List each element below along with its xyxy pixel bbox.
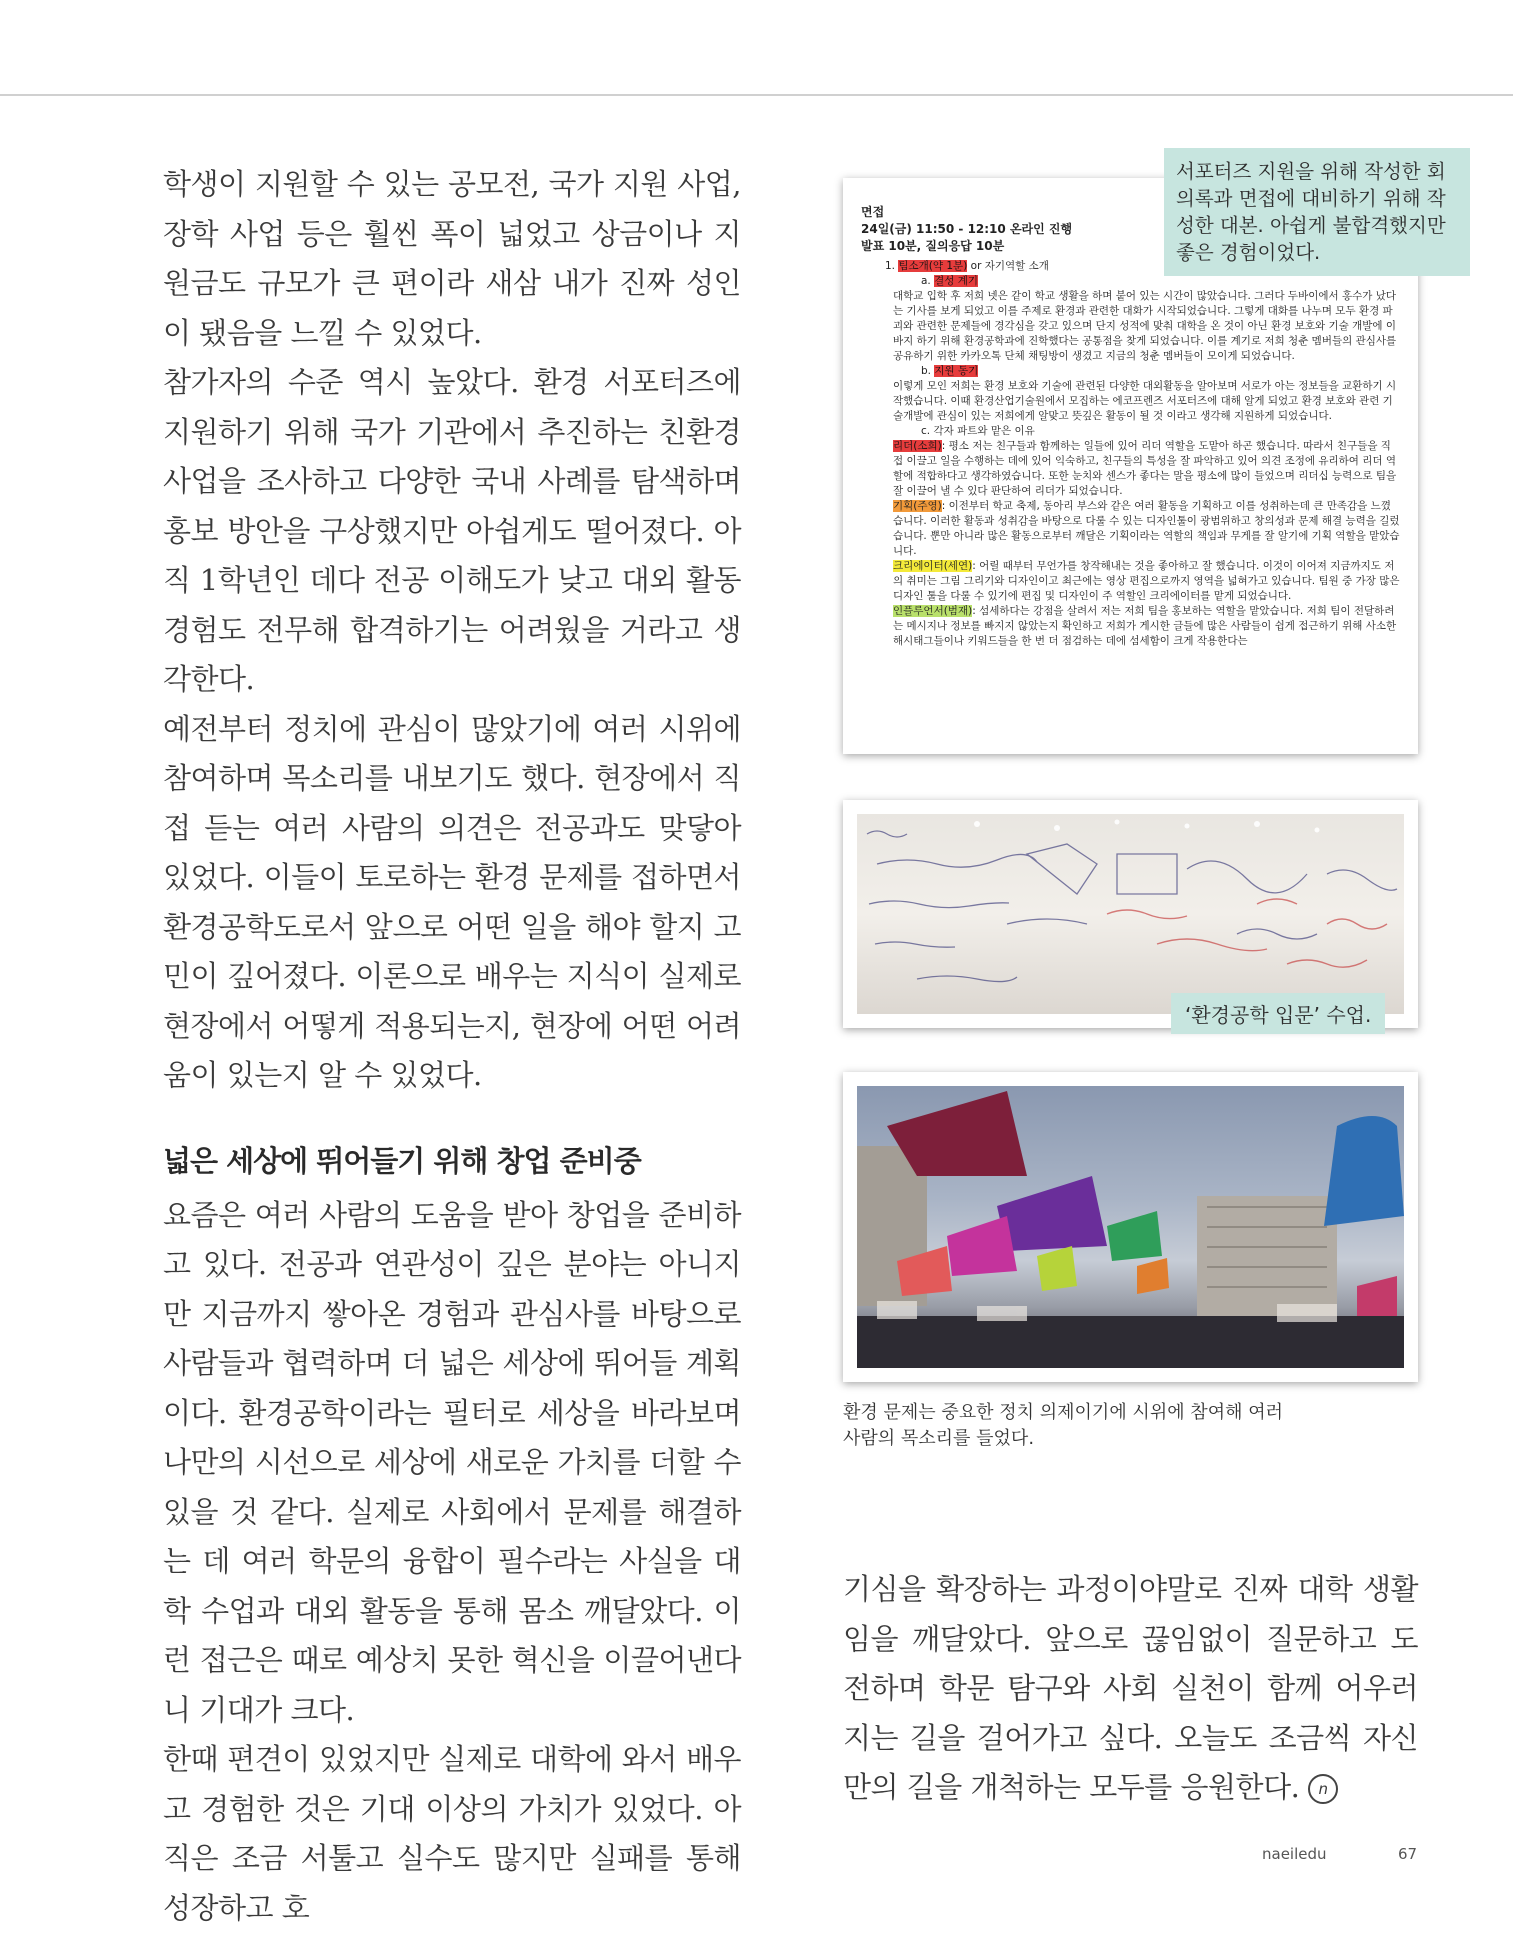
right-column <box>843 1565 1418 1813</box>
doc-role-creator: 크리에이터(세연): 어릴 때부터 무언가를 창작해내는 것을 좋아하고 잘 했습니다. 이것이 이어져 지금까지도 저의 취미는 그림 그리기와 디자인이고 최근에는 영상 편집으로까지 영역을 넓혀가고 있습니다. 팀원 중 가장 많은 디자인 툴을 다룰 수 있기에 편집 및 디자인이 주 역할인 크리에이터를 맡게 되었습니다. <box>893 560 1400 602</box>
doc-title: 면접 <box>861 205 885 219</box>
doc-format: 발표 10분, 질의응답 10분 <box>861 239 1005 253</box>
body-paragraph-2: 참가자의 수준 역시 높았다. 환경 서포터즈에 지원하기 위해 국가 기관에서 추진하는 친환경 사업을 조사하고 다양한 국내 사례를 탐색하며 홍보 방안을 구상했지만 아쉽게도 떨어졌다. 아직 1학년인 데다 전공 이해도가 낮고 대외 활동 경험도 전무해 합격하기는 어려웠을 거라고 생각한다. <box>163 365 741 696</box>
doc-role-influencer: 인플루언서(범재): 섬세하다는 강점을 살려서 저는 저희 팀을 홍보하는 역할을 맡았습니다. 저희 팀이 전달하려는 메시지나 정보를 빠지지 않았는지 확인하고 저희가 게시한 글들에 많은 사람들이 쉽게 접근하기 위해 사소한 해시태그들이나 키워드들을 한 번 더 점검하는 데에 섬세함이 크게 작용한다는 <box>893 605 1397 647</box>
doc-item-1: 1. 팀소개(약 1분) or 자기역할 소개 <box>885 260 1049 272</box>
doc-text-b: 이렇게 모인 저희는 환경 보호와 기술에 관련된 다양한 대외활동을 알아보며 서로가 아는 정보들을 교환하기 시작했습니다. 이때 환경산업기술원에서 모집하는 에코프렌즈 서포터즈에 대해 알게 되었고 환경 보호와 관련 기술개발에 관심이 있는 저희에게 알맞고 뜻깊은 활동이 될 것 이라고 생각해 지원하게 되었습니다. <box>893 380 1397 422</box>
body-paragraph-4: 요즘은 여러 사람의 도움을 받아 창업을 준비하고 있다. 전공과 연관성이 깊은 분야는 아니지만 지금까지 쌓아온 경험과 관심사를 바탕으로 사람들과 협력하며 더 넓은 세상에 뛰어들 계획이다. 환경공학이라는 필터로 세상을 바라보며 나만의 시선으로 세상에 새로운 가치를 더할 수 있을 것 같다. 실제로 사회에서 문제를 해결하는 데 여러 학문의 융합이 필수라는 사실을 대학 수업과 대외 활동을 통해 몸소 깨달았다. 이런 접근은 때로 예상치 못한 혁신을 이끌어낸다니 기대가 크다. <box>163 1197 741 1727</box>
supporters-caption: 서포터즈 지원을 위해 작성한 회의록과 면접에 대비하기 위해 작성한 대본. 아쉽게 불합격했지만 좋은 경험이었다. <box>1164 148 1470 276</box>
closing-paragraph: 기심을 확장하는 과정이야말로 진짜 대학 생활임을 깨달았다. 앞으로 끊임없이 질문하고 도전하며 학문 탐구와 사회 실천이 함께 어우러지는 길을 걸어가고 싶다. 오늘도 조금씩 자신만의 길을 개척하는 모두를 응원한다. n <box>843 1572 1418 1804</box>
body-paragraph-3: 예전부터 정치에 관심이 많았기에 여러 시위에 참여하며 목소리를 내보기도 했다. 현장에서 직접 듣는 여러 사람의 의견은 전공과도 맞닿아 있었다. 이들이 토로하는 환경 문제를 접하면서 환경공학도로서 앞으로 어떤 일을 해야 할지 고민이 깊어졌다. 이론으로 배우는 지식이 실제로 현장에서 어떻게 적용되는지, 현장에 어떤 어려움이 있는지 알 수 있었다. <box>163 711 741 1092</box>
top-rule <box>0 94 1513 96</box>
doc-time: 24일(금) 11:50 - 12:10 온라인 진행 <box>861 222 1073 236</box>
protest-scene <box>857 1086 1404 1368</box>
whiteboard-scribbles <box>857 814 1404 1014</box>
protest-photo <box>843 1072 1418 1382</box>
body-paragraph-5: 한때 편견이 있었지만 실제로 대학에 와서 배우고 경험한 것은 기대 이상의 가치가 있었다. 아직은 조금 서툴고 실수도 많지만 실패를 통해 성장하고 호 <box>163 1742 741 1925</box>
section-heading: 넓은 세상에 뛰어들기 위해 창업 준비중 <box>163 1143 641 1178</box>
doc-role-leader: 리더(소희): 평소 저는 친구들과 함께하는 일들에 있어 리더 역할을 도맡아 하곤 했습니다. 따라서 친구들을 직접 이끌고 일을 수행하는 데에 있어 익숙하고, 친구들의 특성을 잘 파악하고 있어 의견 조정에 유리하여 리더 역할에 적합하다고 생각하였습니다. 또한 눈치와 센스가 좋다는 말을 평소에 많이 들었으며 리더십 능력으로 팀을 잘 이끌어 낼 수 있다 판단하여 리더가 되었습니다. <box>893 440 1397 497</box>
doc-text-a: 대학교 입학 후 저희 넷은 같이 학교 생활을 하며 붙어 있는 시간이 많았습니다. 그러다 두바이에서 홍수가 났다는 기사를 보게 되었고 이를 주제로 환경과 관련한 대화가 시작되었습니다. 그렇게 대화를 나누며 모두 환경 파괴와 관련한 문제들에 경각심을 갖고 있으며 단지 성적에 맞춰 대학을 온 것이 아닌 환경 보호와 기술 개발에 이바지 하기 위해 환경공학과에 진학했다는 공통점을 찾게 되었습니다. 이를 계기로 저희 청춘 멤버들의 관심사를 공유하기 위한 카카오톡 단체 채팅방이 생겼고 지금의 청춘 멤버들이 모이게 되었습니다. <box>893 290 1397 362</box>
end-mark-icon: n <box>1308 1774 1338 1804</box>
folio-brand: naeiledu <box>1262 1845 1327 1863</box>
doc-item-c: c. 각자 파트와 맡은 이유 <box>921 425 1035 437</box>
class-caption: ‘환경공학 입문’ 수업. <box>1171 993 1385 1034</box>
left-column <box>163 160 741 1933</box>
doc-item-b: b. 지원 동기 <box>921 365 979 377</box>
body-paragraph-1: 학생이 지원할 수 있는 공모전, 국가 지원 사업, 장학 사업 등은 훨씬 폭이 넓었고 상금이나 지원금도 규모가 큰 편이라 새삼 내가 진짜 성인이 됐음을 느낄 수 있었다. <box>163 167 741 350</box>
page-number: 67 <box>1398 1845 1418 1863</box>
doc-item-a: a. 결성 계기 <box>921 275 979 287</box>
protest-caption: 환경 문제는 중요한 정치 의제이기에 시위에 참여해 여러 사람의 목소리를 들었다. <box>843 1402 1283 1449</box>
doc-role-planner: 기획(주영): 이전부터 학교 축제, 동아리 부스와 같은 여러 활동을 기획하고 이를 성취하는데 큰 만족감을 느꼈습니다. 이러한 활동과 성취감을 바탕으로 다룰 수 있는 디자인툴이 광범위하고 창의성과 문제 해결 능력을 길렀습니다. 뿐만 아니라 많은 활동으로부터 깨달은 기획이라는 역할의 책임과 무게를 잘 알기에 기획 역할을 맡았습니다. <box>893 500 1400 557</box>
